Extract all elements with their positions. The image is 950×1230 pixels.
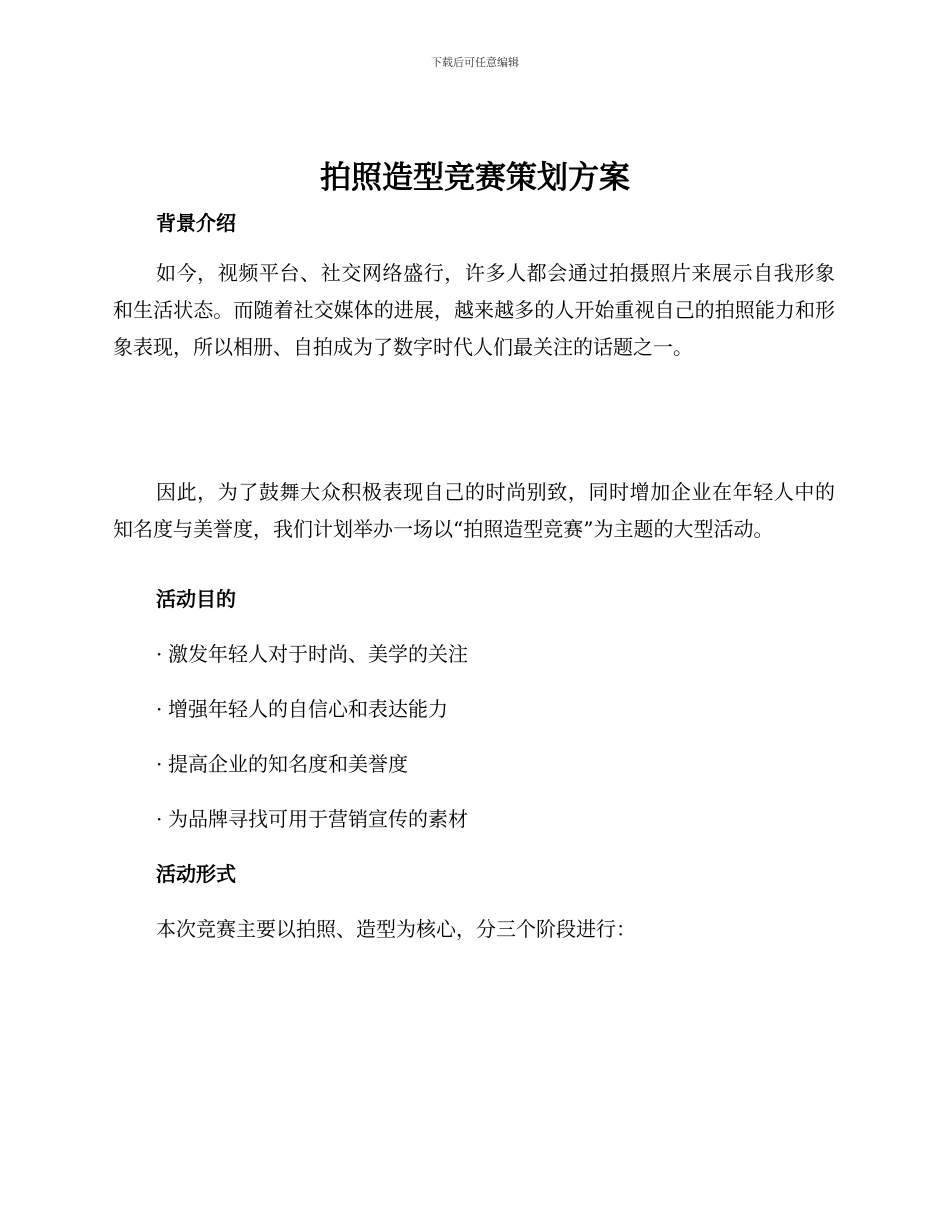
section-heading-purpose: 活动目的	[156, 587, 236, 611]
bullet-mark: ·	[156, 642, 163, 666]
purpose-list-item	[156, 748, 408, 777]
page-header-note: 下载后可任意编辑	[431, 56, 519, 69]
purpose-item-text: 激发年轻人对于时尚、美学的关注	[168, 642, 468, 666]
purpose-item-text: 提高企业的知名度和美誉度	[168, 752, 408, 776]
paragraph-background-2: 因此，为了鼓舞大众积极表现自己的时尚别致，同时增加企业在年轻人中的知名度与美誉度，我们计划举办一场以“拍照造型竞赛”为主题的大型活动。	[113, 480, 835, 541]
format-intro-text: 本次竞赛主要以拍照、造型为核心，分三个阶段进行：	[156, 917, 636, 941]
section-heading-background: 背景介绍	[156, 211, 236, 235]
purpose-list-item	[156, 803, 468, 832]
purpose-list-item	[156, 693, 448, 722]
purpose-item-text: 为品牌寻找可用于营销宣传的素材	[168, 807, 468, 831]
purpose-item-text: 增强年轻人的自信心和表达能力	[168, 697, 448, 721]
document-title: 拍照造型竞赛策划方案	[320, 160, 630, 196]
paragraph-background-1: 如今，视频平台、社交网络盛行，许多人都会通过拍摄照片来展示自我形象和生活状态。而随着社交媒体的进展，越来越多的人开始重视自己的拍照能力和形象表现，所以相册、自拍成为了数字时代人们最关注的话题之一。	[113, 261, 835, 359]
bullet-mark: ·	[156, 752, 163, 776]
bullet-mark: ·	[156, 807, 163, 831]
section-heading-format: 活动形式	[156, 862, 236, 886]
bullet-mark: ·	[156, 697, 163, 721]
purpose-list-item	[156, 638, 468, 667]
